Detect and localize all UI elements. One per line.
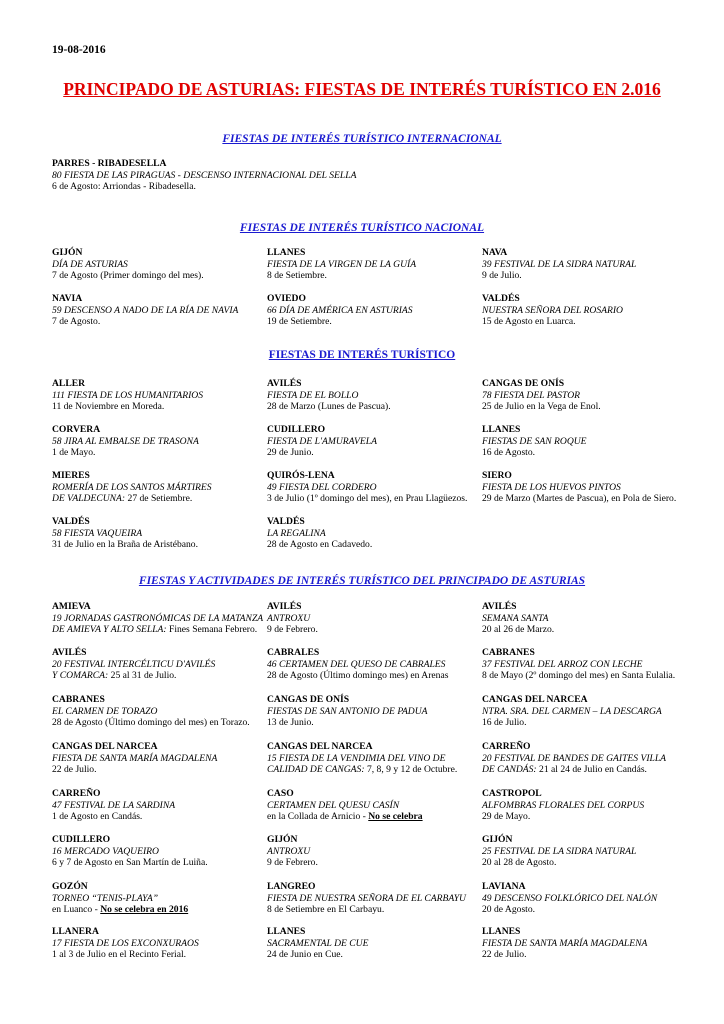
entry-date: 16 de Agosto.: [482, 447, 536, 459]
entry-place: CORVERA: [52, 424, 101, 435]
entry-festival-name: ANTROXU: [267, 612, 311, 624]
entry-date: 27 de Setiembre.: [127, 493, 193, 505]
entry-date-line: [482, 811, 644, 823]
entry-date: 20 de Agosto.: [482, 904, 536, 916]
entry-date-line: [267, 493, 467, 505]
entry-date-line: [52, 857, 208, 869]
entry-date-line: [52, 670, 215, 682]
entry-place: CASTROPOL: [482, 788, 542, 799]
entry-place: VALDÉS: [267, 516, 305, 527]
entry-date-line: [267, 904, 466, 916]
entry-place: CUDILLERO: [52, 834, 111, 845]
festival-entry: [52, 158, 356, 193]
entry-date-line: [267, 270, 416, 282]
entry-date: 22 de Julio.: [52, 764, 97, 776]
entry-date-line: [52, 401, 203, 413]
entry-date-line: [267, 811, 423, 823]
entry-place: ALLER: [52, 378, 86, 389]
festival-entry: [482, 881, 657, 916]
festival-entry: [267, 247, 416, 282]
festival-entry: [52, 247, 204, 282]
entry-date-line: [482, 447, 587, 459]
entry-festival-name: 17 FIESTA DE LOS EXCONXURAOS: [52, 937, 199, 949]
entry-place: CANGAS DE ONÍS: [267, 694, 350, 705]
entry-festival-name: NTRA. SRA. DEL CARMEN – LA DESCARGA: [482, 705, 662, 717]
entry-date: 31 de Julio en la Braña de Aristébano.: [52, 539, 198, 551]
entry-place: LANGREO: [267, 881, 316, 892]
entry-place: GIJÓN: [482, 834, 513, 845]
entry-date: 7, 8, 9 y 12 de Octubre.: [366, 764, 458, 776]
entry-festival-name: 59 DESCENSO A NADO DE LA RÍA DE NAVIA: [52, 304, 239, 316]
entry-date: 8 de Setiembre.: [267, 270, 327, 282]
entry-place: NAVIA: [52, 293, 83, 304]
entry-date: 7 de Agosto.: [52, 316, 101, 328]
festival-entry: [267, 694, 428, 729]
entry-festival-name: FIESTAS DE SAN ROQUE: [482, 435, 587, 447]
entry-place: AVILÉS: [52, 647, 87, 658]
entry-place: VALDÉS: [482, 293, 520, 304]
festival-entry: [482, 378, 601, 413]
festival-entry: [52, 293, 238, 328]
entry-festival-name: 16 MERCADO VAQUEIRO: [52, 845, 159, 857]
festival-entry: [267, 926, 368, 961]
entry-date-line: [267, 670, 448, 682]
entry-date-line: [52, 493, 212, 505]
festival-entry: [482, 741, 666, 776]
entry-festival-name-continued: DE AMIEVA Y ALTO SELLA:: [52, 624, 167, 636]
entry-place: LAVIANA: [482, 881, 526, 892]
entry-date-line: [52, 316, 238, 328]
festival-entry: [482, 834, 636, 869]
festival-entry: [267, 293, 413, 328]
festival-entry: [267, 881, 466, 916]
entry-festival-name: FIESTA DE NUESTRA SEÑORA DE EL CARBAYU: [267, 892, 466, 904]
entry-date-line: [482, 493, 676, 505]
entry-place: GIJÓN: [52, 247, 83, 258]
entry-date-line: [52, 717, 250, 729]
festival-entry: [267, 516, 372, 551]
entry-place: CUDILLERO: [267, 424, 326, 435]
entry-place: LLANERA: [52, 926, 99, 937]
entry-date-line: [482, 316, 623, 328]
entry-festival-name: 80 FIESTA DE LAS PIRAGUAS - DESCENSO INTERNACIONAL DEL SELLA: [52, 169, 357, 181]
festival-entry: [267, 647, 448, 682]
entry-date: 7 de Agosto (Primer domingo del mes).: [52, 270, 204, 282]
entry-festival-name: ANTROXU: [267, 845, 311, 857]
entry-date: 29 de Marzo (Martes de Pascua), en Pola de Siero.: [482, 493, 677, 505]
entry-festival-name-continued: Y COMARCA:: [52, 670, 109, 682]
document-date: 19-08-2016: [52, 44, 106, 56]
entry-festival-name: 66 DÍA DE AMÉRICA EN ASTURIAS: [267, 304, 413, 316]
entry-date: Fines Semana Febrero.: [169, 624, 258, 636]
entry-date: 9 de Febrero.: [267, 857, 318, 869]
entry-date-line: [267, 717, 428, 729]
entry-place: CANGAS DE ONÍS: [482, 378, 565, 389]
entry-date-line: [52, 447, 199, 459]
entry-place: QUIRÓS-LENA: [267, 470, 335, 481]
entry-date: 24 de Junio en Cue.: [267, 949, 343, 961]
entry-place: CANGAS DEL NARCEA: [482, 694, 588, 705]
entry-place: VALDÉS: [52, 516, 90, 527]
entry-date: 3 de Julio (1º domingo del mes), en Prau Llagüezos.: [267, 493, 468, 505]
festival-entry: [52, 516, 198, 551]
entry-festival-name: ROMERÍA DE LOS SANTOS MÁRTIRES: [52, 481, 212, 493]
festival-entry: [267, 741, 457, 776]
entry-festival-name: 49 DESCENSO FOLKLÓRICO DEL NALÓN: [482, 892, 658, 904]
festival-entry: [482, 424, 587, 459]
entry-date-line: [52, 949, 199, 961]
entry-date-line: [482, 624, 554, 636]
festival-entry: [52, 788, 175, 823]
entry-festival-name: LA REGALINA: [267, 527, 326, 539]
entry-place: LLANES: [482, 926, 521, 937]
entry-festival-name: 111 FIESTA DE LOS HUMANITARIOS: [52, 389, 203, 401]
entry-date-line: [267, 539, 372, 551]
entry-place: CARREÑO: [52, 788, 101, 799]
entry-festival-name: 20 FESTIVAL INTERCÉLTICU D'AVILÉS: [52, 658, 216, 670]
festival-entry: [482, 694, 662, 729]
entry-festival-name: 46 CERTAMEN DEL QUESO DE CABRALES: [267, 658, 446, 670]
entry-place: AVILÉS: [267, 378, 302, 389]
entry-date: 28 de Agosto (Último domingo mes) en Arenas: [267, 670, 449, 682]
entry-date: 22 de Julio.: [482, 949, 527, 961]
entry-place: LLANES: [267, 247, 306, 258]
entry-date: 6 y 7 de Agosto en San Martín de Luiña.: [52, 857, 208, 869]
festival-entry: [482, 470, 676, 505]
entry-date-line: [482, 949, 647, 961]
entry-festival-name: 78 FIESTA DEL PASTOR: [482, 389, 580, 401]
entry-place: CABRANES: [482, 647, 535, 658]
entry-date-line: [482, 270, 636, 282]
entry-date-line: [267, 949, 368, 961]
entry-date-line: [52, 539, 198, 551]
entry-place: AVILÉS: [482, 601, 517, 612]
entry-date: 9 de Julio.: [482, 270, 522, 282]
entry-festival-name: 19 JORNADAS GASTRONÓMICAS DE LA MATANZA: [52, 612, 264, 624]
festival-entry: [267, 470, 467, 505]
entry-festival-name: 47 FESTIVAL DE LA SARDINA: [52, 799, 176, 811]
entry-place: AMIEVA: [52, 601, 91, 612]
entry-festival-name: SACRAMENTAL DE CUE: [267, 937, 369, 949]
festival-entry: [52, 881, 188, 916]
entry-festival-name: 39 FESTIVAL DE LA SIDRA NATURAL: [482, 258, 637, 270]
festival-entry: [52, 601, 263, 636]
festival-entry: [267, 788, 423, 823]
entry-festival-name: FIESTA DE SANTA MARÍA MAGDALENA: [482, 937, 648, 949]
festival-entry: [482, 247, 636, 282]
entry-date-line: [482, 857, 636, 869]
entry-festival-name: 58 FIESTA VAQUEIRA: [52, 527, 143, 539]
entry-place: CABRALES: [267, 647, 320, 658]
festival-entry: [482, 647, 675, 682]
entry-festival-name: FIESTA DE SANTA MARÍA MAGDALENA: [52, 752, 218, 764]
entry-date-line: [52, 811, 175, 823]
entry-festival-name: 49 FIESTA DEL CORDERO: [267, 481, 377, 493]
festival-entry: [482, 293, 623, 328]
entry-date: 15 de Agosto en Luarca.: [482, 316, 576, 328]
entry-date: 19 de Setiembre.: [267, 316, 332, 328]
festival-entry: [52, 424, 199, 459]
entry-place: CANGAS DEL NARCEA: [52, 741, 158, 752]
entry-place: CARREÑO: [482, 741, 531, 752]
entry-date-line: [482, 401, 601, 413]
entry-place: CABRANES: [52, 694, 105, 705]
entry-date-line: [267, 401, 391, 413]
entry-festival-name-continued: CALIDAD DE CANGAS:: [267, 764, 365, 776]
entry-date-line: [267, 447, 377, 459]
entry-date-line: [267, 316, 413, 328]
entry-date-line: [482, 717, 662, 729]
entry-date: 20 al 28 de Agosto.: [482, 857, 557, 869]
entry-place: CANGAS DEL NARCEA: [267, 741, 373, 752]
entry-date: 28 de Agosto (Último domingo del mes) en Torazo.: [52, 717, 250, 729]
festival-entry: [482, 788, 644, 823]
entry-place: CASO: [267, 788, 294, 799]
entry-date: 6 de Agosto: Arriondas - Ribadesella.: [52, 181, 196, 193]
entry-date-line: [267, 857, 318, 869]
entry-date-line: [267, 624, 318, 636]
entry-date: 29 de Junio.: [267, 447, 314, 459]
entry-festival-name: 58 JIRA AL EMBALSE DE TRASONA: [52, 435, 199, 447]
entry-festival-name: 25 FESTIVAL DE LA SIDRA NATURAL: [482, 845, 637, 857]
entry-place: GOZÓN: [52, 881, 88, 892]
entry-date-line: [52, 624, 263, 636]
entry-place: NAVA: [482, 247, 508, 258]
entry-festival-name: FIESTA DE LA VIRGEN DE LA GUÍA: [267, 258, 417, 270]
entry-place: MIERES: [52, 470, 90, 481]
entry-date-line: [482, 670, 675, 682]
festival-entry: [52, 741, 217, 776]
festival-entry: [482, 926, 647, 961]
festival-entry: [52, 378, 203, 413]
entry-not-held-notice: No se celebra en 2016: [100, 904, 189, 916]
entry-date: 11 de Noviembre en Moreda.: [52, 401, 165, 413]
entry-festival-name-continued: DE CANDÁS:: [482, 764, 537, 776]
entry-date-line: [267, 764, 457, 776]
entry-festival-name: TORNEO “TENIS-PLAYA”: [52, 892, 159, 904]
entry-date: 29 de Mayo.: [482, 811, 531, 823]
document-title: PRINCIPADO DE ASTURIAS: FIESTAS DE INTERÉS TURÍSTICO EN 2.016: [63, 79, 661, 99]
entry-date: 13 de Junio.: [267, 717, 314, 729]
entry-place: AVILÉS: [267, 601, 302, 612]
entry-date: 1 al 3 de Julio en el Recinto Ferial.: [52, 949, 187, 961]
festival-entry: [482, 601, 554, 636]
entry-festival-name: FIESTAS DE SAN ANTONIO DE PADUA: [267, 705, 428, 717]
entry-festival-name: FIESTA DE LOS HUEVOS PINTOS: [482, 481, 621, 493]
entry-place: LLANES: [482, 424, 521, 435]
entry-date: 25 de Julio en la Vega de Enol.: [482, 401, 601, 413]
entry-date-line: [52, 181, 356, 193]
entry-date: 21 al 24 de Julio en Candás.: [539, 764, 647, 776]
entry-festival-name: FIESTA DE EL BOLLO: [267, 389, 359, 401]
entry-date: 16 de Julio.: [482, 717, 527, 729]
entry-festival-name: 15 FIESTA DE LA VENDIMIA DEL VINO DE: [267, 752, 446, 764]
festival-entry: [52, 694, 250, 729]
entry-place: LLANES: [267, 926, 306, 937]
entry-date: 28 de Agosto en Cadavedo.: [267, 539, 373, 551]
entry-festival-name-continued: DE VALDECUNA:: [52, 493, 126, 505]
entry-festival-name: ALFOMBRAS FLORALES DEL CORPUS: [482, 799, 645, 811]
entry-date: 8 de Setiembre en El Carbayu.: [267, 904, 385, 916]
entry-place: GIJÓN: [267, 834, 298, 845]
festival-entry: [52, 647, 215, 682]
festival-entry: [267, 601, 318, 636]
entry-date: en la Collada de Arnicio -: [267, 811, 366, 823]
entry-festival-name: SEMANA SANTA: [482, 612, 549, 624]
entry-festival-name: CERTAMEN DEL QUESU CASÍN: [267, 799, 400, 811]
entry-festival-name: FIESTA DE L'AMURAVELA: [267, 435, 377, 447]
entry-festival-name: DÍA DE ASTURIAS: [52, 258, 128, 270]
entry-date: 8 de Mayo (2º domingo del mes) en Santa Eulalia.: [482, 670, 676, 682]
entry-date-line: [482, 904, 657, 916]
entry-place: SIERO: [482, 470, 512, 481]
section-title-internacional: FIESTAS DE INTERÉS TURÍSTICO INTERNACIONAL: [222, 133, 502, 145]
entry-date: 9 de Febrero.: [267, 624, 318, 636]
entry-festival-name: 20 FESTIVAL DE BANDES DE GAITES VILLA: [482, 752, 667, 764]
festival-entry: [267, 834, 318, 869]
section-title-principado: FIESTAS Y ACTIVIDADES DE INTERÉS TURÍSTICO DEL PRINCIPADO DE ASTURIAS: [138, 575, 586, 587]
entry-festival-name: EL CARMEN DE TORAZO: [52, 705, 158, 717]
entry-not-held-notice: No se celebra: [368, 811, 423, 823]
festival-entry: [267, 378, 391, 413]
entry-date-line: [482, 764, 666, 776]
entry-date-line: [52, 764, 217, 776]
entry-date: 25 al 31 de Julio.: [110, 670, 177, 682]
festival-entry: [52, 926, 199, 961]
festival-entry: [267, 424, 377, 459]
entry-date: en Luanco -: [52, 904, 98, 916]
section-title-turistico: FIESTAS DE INTERÉS TURÍSTICO: [268, 349, 456, 361]
festival-entry: [52, 470, 212, 505]
entry-place: OVIEDO: [267, 293, 306, 304]
entry-date: 28 de Marzo (Lunes de Pascua).: [267, 401, 391, 413]
entry-date: 1 de Agosto en Candás.: [52, 811, 143, 823]
entry-date: 20 al 26 de Marzo.: [482, 624, 555, 636]
entry-place: PARRES - RIBADESELLA: [52, 158, 167, 169]
festival-entry: [52, 834, 208, 869]
section-title-nacional: FIESTAS DE INTERÉS TURÍSTICO NACIONAL: [239, 222, 485, 234]
entry-festival-name: NUESTRA SEÑORA DEL ROSARIO: [482, 304, 623, 316]
entry-date-line: [52, 270, 204, 282]
entry-festival-name: 37 FESTIVAL DEL ARROZ CON LECHE: [482, 658, 643, 670]
entry-date-line: [52, 904, 188, 916]
entry-date: 1 de Mayo.: [52, 447, 96, 459]
